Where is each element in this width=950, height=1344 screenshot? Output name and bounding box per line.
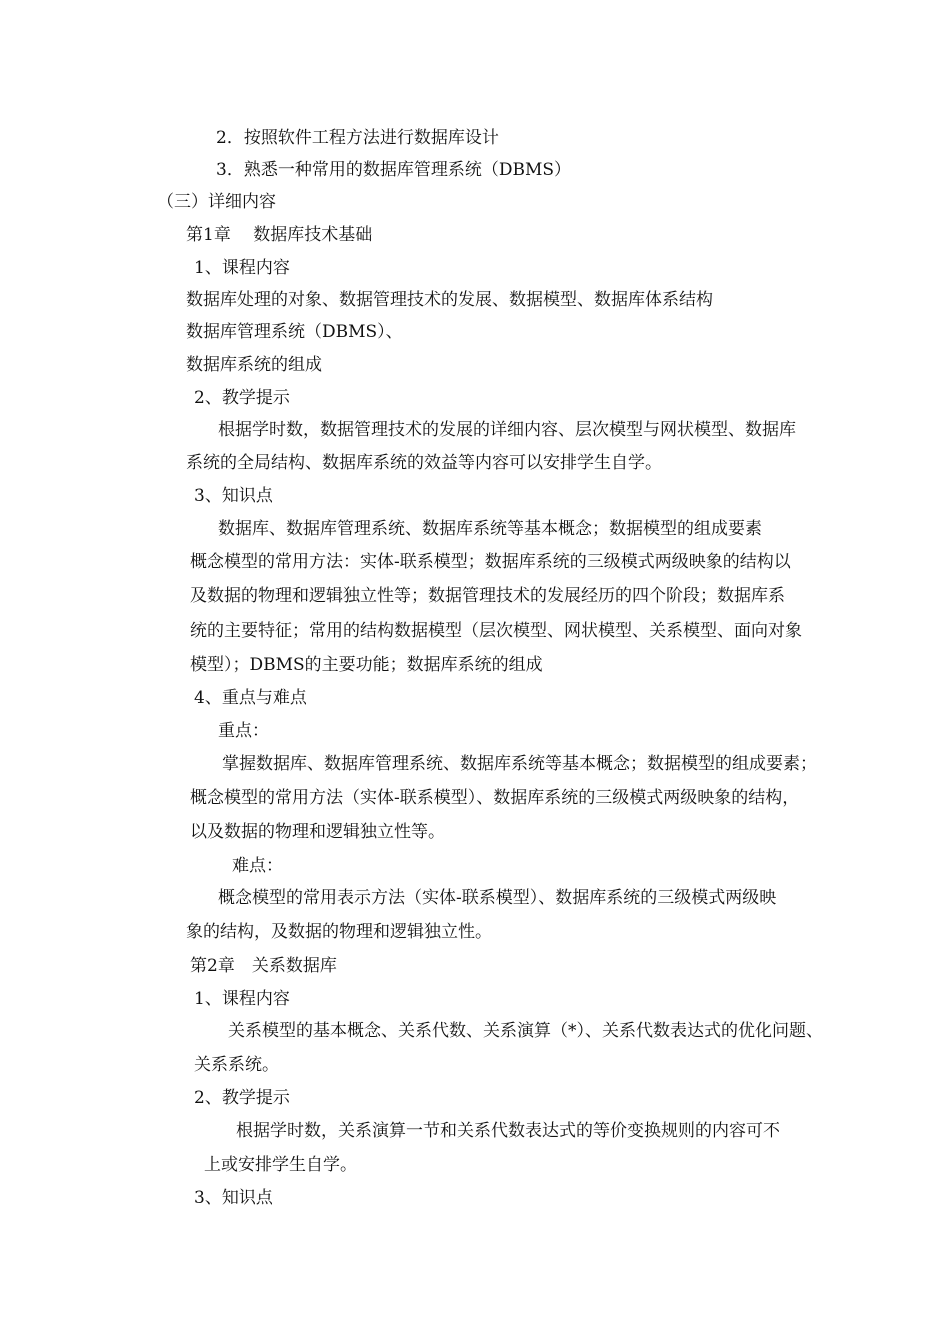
subheading: 1、课程内容 — [194, 989, 290, 1009]
text-line: 系统的全局结构、数据库系统的效益等内容可以安排学生自学。 — [186, 453, 662, 473]
text-line: 根据学时数，关系演算一节和关系代数表达式的等价变换规则的内容可不 — [236, 1121, 780, 1141]
text-line: 2．按照软件工程方法进行数据库设计 — [216, 128, 499, 148]
text-line: 统的主要特征；常用的结构数据模型（层次模型、网状模型、关系模型、面向对象 — [190, 621, 802, 641]
text-line: 3．熟悉一种常用的数据库管理系统（DBMS） — [216, 160, 571, 180]
subheading: 4、重点与难点 — [194, 688, 307, 708]
text-line: 概念模型的常用方法：实体-联系模型；数据库系统的三级模式两级映象的结构以 — [190, 552, 791, 572]
text-line: 概念模型的常用表示方法（实体-联系模型）、数据库系统的三级模式两级映 — [218, 888, 777, 908]
subheading: 3、知识点 — [194, 1188, 273, 1208]
text-line: 根据学时数，数据管理技术的发展的详细内容、层次模型与网状模型、数据库 — [218, 420, 796, 440]
text-line: 概念模型的常用方法（实体-联系模型）、数据库系统的三级模式两级映象的结构， — [190, 788, 800, 808]
text-line: 上或安排学生自学。 — [204, 1155, 357, 1175]
chapter-heading: 第1章 数据库技术基础 — [186, 225, 373, 245]
text-line: 以及数据的物理和逻辑独立性等。 — [190, 822, 445, 842]
text-line: 及数据的物理和逻辑独立性等；数据管理技术的发展经历的四个阶段；数据库系 — [190, 586, 785, 606]
text-line: 象的结构，及数据的物理和逻辑独立性。 — [186, 922, 492, 942]
chapter-heading: 第2章 关系数据库 — [190, 956, 337, 976]
subheading: 2、教学提示 — [194, 388, 290, 408]
text-line: 数据库管理系统（DBMS）、 — [186, 322, 403, 342]
text-line: 数据库系统的组成 — [186, 355, 322, 375]
text-line: 数据库处理的对象、数据管理技术的发展、数据模型、数据库体系结构 — [186, 290, 713, 310]
subheading: 2、教学提示 — [194, 1088, 290, 1108]
section-heading: （三）详细内容 — [157, 192, 276, 212]
text-line: 难点： — [232, 856, 283, 876]
subheading: 3、知识点 — [194, 486, 273, 506]
text-line: 掌握数据库、数据库管理系统、数据库系统等基本概念；数据模型的组成要素； — [222, 754, 817, 774]
subheading: 1、课程内容 — [194, 258, 290, 278]
text-line: 关系模型的基本概念、关系代数、关系演算（*）、关系代数表达式的优化问题、 — [228, 1021, 823, 1041]
text-line: 重点： — [218, 721, 269, 741]
text-line: 关系系统。 — [194, 1055, 279, 1075]
text-line: 数据库、数据库管理系统、数据库系统等基本概念；数据模型的组成要素 — [218, 519, 762, 539]
text-line: 模型）；DBMS的主要功能；数据库系统的组成 — [190, 655, 543, 675]
